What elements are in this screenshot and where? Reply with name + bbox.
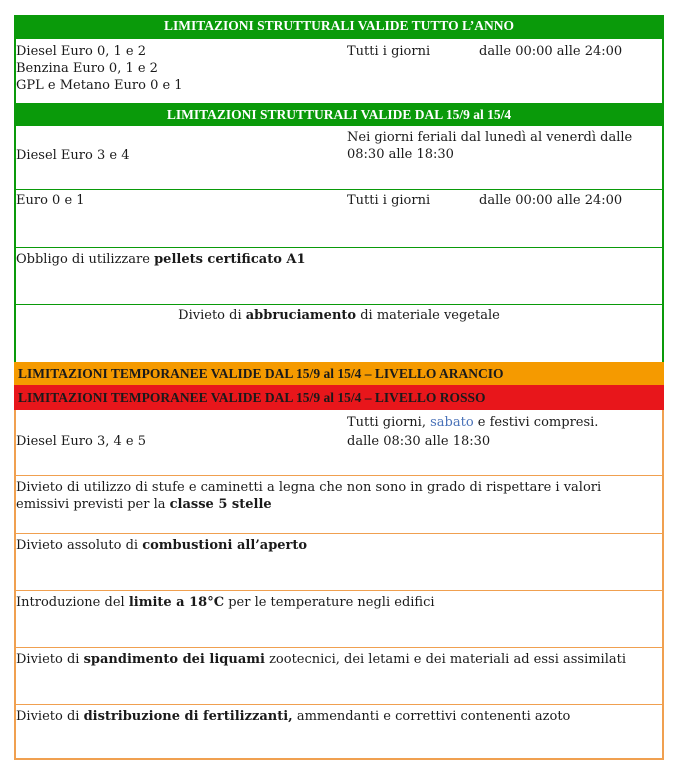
section-header-structural-all-year: LIMITAZIONI STRUTTURALI VALIDE TUTTO L’ANNO [14, 15, 664, 39]
row-divider [14, 247, 664, 248]
days-cell: Tutti i giorni [347, 44, 431, 59]
vehicle-item: GPL e Metano Euro 0 e 1 [16, 78, 183, 93]
pellets-rule [16, 251, 306, 268]
rule-emphasis: combustioni all’aperto [142, 538, 308, 553]
days-cell: Nei giorni feriali dal lunedì al venerdì dalle 08:30 alle 18:30 [347, 130, 633, 162]
vehicle-cell: Diesel Euro 3 e 4 [16, 148, 130, 163]
rule-emphasis: spandimento dei liquami [83, 652, 265, 667]
section-header-structural-winter: LIMITAZIONI STRUTTURALI VALIDE DAL 15/9 al 15/4 [14, 103, 664, 126]
rule-text: Introduzione del [16, 595, 129, 610]
temperature-rule [16, 594, 435, 611]
rule-emphasis: abbruciamento [245, 308, 357, 323]
rule-text: ammendanti e correttivi contenenti azoto [292, 709, 571, 724]
row-divider [14, 647, 664, 648]
days-cell: Tutti i giorni [347, 193, 431, 208]
row-divider [14, 704, 664, 705]
rule-text: di materiale vegetale [356, 308, 500, 323]
vehicle-item: Diesel Euro 0, 1 e 2 [16, 44, 146, 59]
rule-emphasis: distribuzione di fertilizzanti, [83, 709, 293, 724]
row-divider [14, 189, 664, 190]
rule-text: Divieto di utilizzo di stufe e caminetti a legna che non sono in grado di rispettare i valori emissivi previsti per la [16, 480, 602, 512]
vehicle-list [16, 43, 183, 94]
fertilizer-rule [16, 708, 570, 725]
rule-text: Divieto assoluto di [16, 538, 143, 553]
vehicle-item: Benzina Euro 0, 1 e 2 [16, 61, 158, 76]
outdoor-combustion-rule [16, 537, 307, 554]
vehicle-cell: Diesel Euro 3, 4 e 5 [16, 434, 146, 449]
saturday-text: sabato [430, 415, 474, 430]
vehicle-cell: Euro 0 e 1 [16, 193, 85, 208]
row-divider [14, 304, 664, 305]
rule-emphasis: pellets certificato A1 [154, 252, 306, 267]
rule-text: Obbligo di utilizzare [16, 252, 155, 267]
stoves-rule [16, 479, 656, 513]
row-divider [14, 475, 664, 476]
burning-rule [14, 307, 664, 324]
rule-text: zootecnici, dei letami e dei materiali ad essi assimilati [264, 652, 627, 667]
rule-text: Divieto di [178, 308, 246, 323]
hours-cell: dalle 08:30 alle 18:30 [347, 434, 491, 449]
rule-text: per le temperature negli edifici [224, 595, 435, 610]
section-header-red-level: LIMITAZIONI TEMPORANEE VALIDE DAL 15/9 al 15/4 – LIVELLO ROSSO [14, 385, 664, 410]
hours-cell: dalle 00:00 alle 24:00 [479, 193, 623, 208]
slurry-rule [16, 651, 626, 668]
row-divider [14, 533, 664, 534]
row-divider [14, 590, 664, 591]
hours-cell: dalle 00:00 alle 24:00 [479, 44, 623, 59]
rule-emphasis: classe 5 stelle [169, 497, 272, 512]
days-cell [347, 414, 598, 431]
rule-emphasis: limite a 18°C [128, 595, 225, 610]
rule-text: Divieto di [16, 652, 84, 667]
section-header-orange-level: LIMITAZIONI TEMPORANEE VALIDE DAL 15/9 al 15/4 – LIVELLO ARANCIO [14, 362, 664, 385]
days-text: Tutti giorni, [347, 415, 431, 430]
days-text: e festivi compresi. [473, 415, 599, 430]
rule-text: Divieto di [16, 709, 84, 724]
